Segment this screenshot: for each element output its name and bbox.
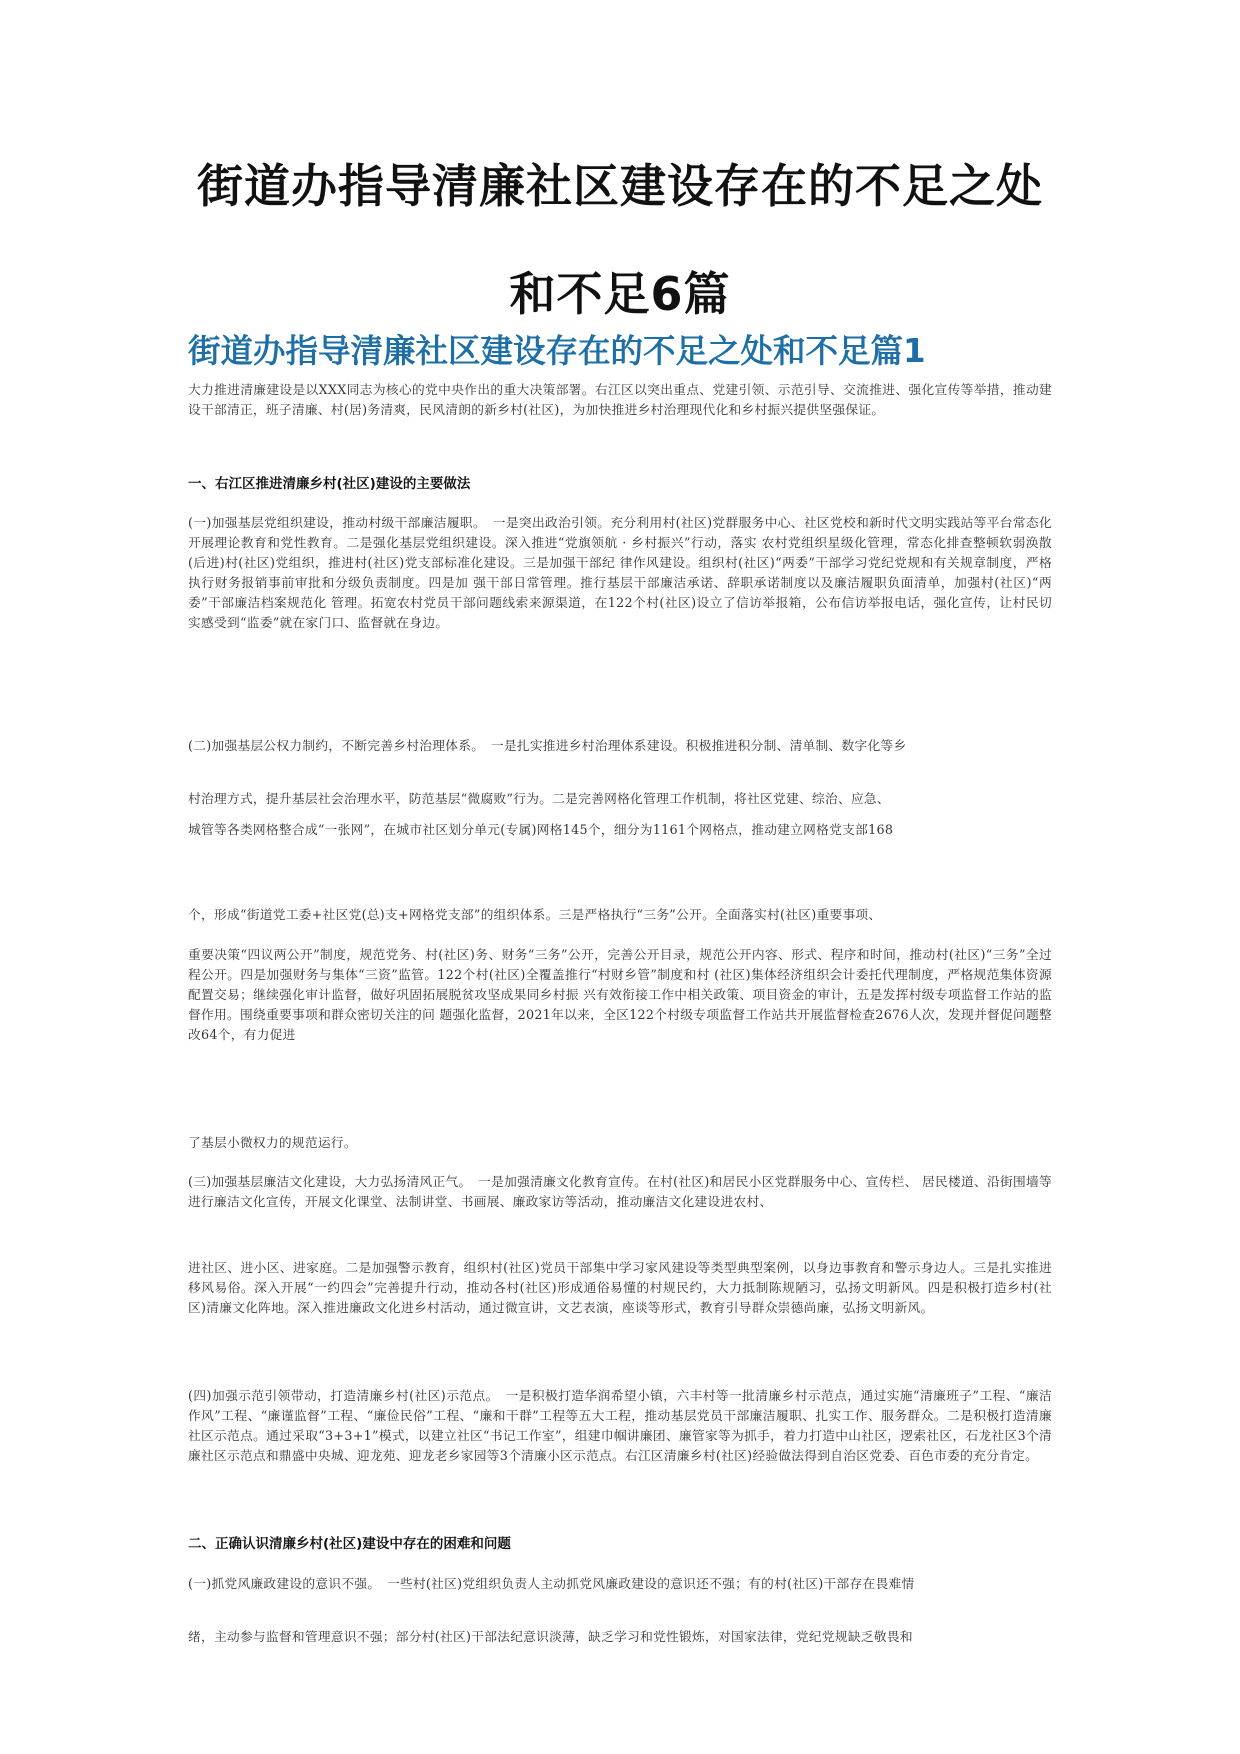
section1-paragraph-2b: 村治理方式，提升基层社会治理水平，防范基层“微腐败”行为。二是完善网格化管理工作机制，将社区党建、综治、应急、 — [188, 791, 890, 806]
section1-paragraph-2a: (二)加强基层公权力制约，不断完善乡村治理体系。 一是扎实推进乡村治理体系建设。积极推进积分制、清单制、数字化等乡 — [188, 738, 907, 753]
section1-paragraph-1: (一)加强基层党组织建设，推动村级干部廉洁履职。 一是突出政治引领。充分利用村(社区)党群服务中心、社区党校和新时代文明实践站等平台常态化开展理论教育和党性教育。二是强化基层党组织建设。深入推进“党旗领航 · 乡村振兴”行动，落实 农村党组织星级化管理，常态化排查整顿软弱涣散(后进)村(社区)党组织，推进村(社区)党支部标准化建设。三是加强干部纪 律作风建设。组织村(社区)“两委”干部学习党纪党规和有关规章制度，严格执行财务报销事前审批和分级负责制度。四是加 强干部日常管理。推行基层干部廉洁承诺、辞职承诺制度以及廉洁履职负面清单，加强村(社区)“两委”干部廉洁档案规范化 管理。拓宽农村党员干部问题线索来源渠道，在122个村(社区)设立了信访举报箱，公布信访举报电话，强化宣传，让村民切 实感受到“监委”就在家门口、监督就在身边。 — [188, 515, 1052, 630]
section2-paragraph-1a: (一)抓党风廉政建设的意识不强。 一些村(社区)党组织负责人主动抓党风廉政建设的意识还不强；有的村(社区)干部存在畏难情 — [188, 1576, 915, 1591]
section1-paragraph-2e: 重要决策“四议两公开”制度，规范党务、村(社区)务、财务“三务”公开，完善公开目录，规范公开内容、形式、程序和时间，推动村(社区)“三务”全过程公开。四是加强财务与集体“三资”监管。122个村(社区)全覆盖推行“村财乡管”制度和村 (社区)集体经济组织会计委托代理制度，严格规范集体资源配置交易；继续强化审计监督，做好巩固拓展脱贫攻坚成果同乡村振 兴有效衔接工作中相关政策、项目资金的审计，五是发挥村级专项监督工作站的监督作用。围绕重要事项和群众密切关注的问 题强化监督，2021年以来，全区122个村级专项监督工作站共开展监督检查2676人次，发现并督促问题整改64个，有力促进 — [188, 947, 1052, 1042]
section1-paragraph-2f: 了基层小微权力的规范运行。 — [188, 1135, 357, 1150]
intro-paragraph: 大力推进清廉建设是以XXX同志为核心的党中央作出的重大决策部署。右江区以突出重点、党建引领、示范引导、交流推进、强化宣传等举措，推动建设干部清正，班子清廉、村(居)务清爽，民风清朗的新乡村(社区)，为加快推进乡村治理现代化和乡村振兴提供坚强保证。 — [188, 382, 1052, 417]
document-title-line2: 和不足6篇 — [509, 267, 731, 321]
article-subtitle: 街道办指导清廉社区建设存在的不足之处和不足篇1 — [188, 332, 926, 370]
section2-paragraph-1b: 绪，主动参与监督和管理意识不强；部分村(社区)干部法纪意识淡薄，缺乏学习和党性锻炼，对国家法律，党纪党规缺乏敬畏和 — [188, 1629, 913, 1644]
section1-paragraph-3a: (三)加强基层廉洁文化建设，大力弘扬清风正气。 一是加强清廉文化教育宣传。在村(社区)和居民小区党群服务中心、宣传栏、 居民楼道、沿街围墙等进行廉洁文化宣传，开展文化课堂、法制讲堂、书画展、廉政家访等活动，推动廉洁文化建设进农村、 — [188, 1174, 1052, 1209]
section1-paragraph-3b: 进社区、进小区、进家庭。二是加强警示教育，组织村(社区)党员干部集中学习家风建设等类型典型案例，以身边事教育和警示身边人。三是扎实推进移风易俗。深入开展“一约四会”完善提升行动，推动各村(社区)形成通俗易懂的村规民约，大力抵制陈规陋习，弘扬文明新风。四是积极打造乡村(社区)清廉文化阵地。深入推进廉政文化进乡村活动，通过微宣讲，文艺表演，座谈等形式，教育引导群众崇德尚廉，弘扬文明新风。 — [188, 1260, 1052, 1315]
document-title-line1: 街道办指导清廉社区建设存在的不足之处 — [197, 159, 1043, 213]
section-heading-2: 二、正确认识清廉乡村(社区)建设中存在的困难和问题 — [188, 1536, 511, 1552]
section-heading-1: 一、右江区推进清廉乡村(社区)建设的主要做法 — [188, 476, 471, 492]
section1-paragraph-2c: 城管等各类网格整合成“一张网”，在城市社区划分单元(专属)网格145个，细分为1161个网格点，推动建立网格党支部168 — [188, 822, 894, 837]
section1-paragraph-2d: 个，形成“街道党工委+社区党(总)支+网格党支部”的组织体系。三是严格执行“三务”公开。全面落实村(社区)重要事项、 — [188, 907, 882, 922]
section1-paragraph-4: (四)加强示范引领带动，打造清廉乡村(社区)示范点。 一是积极打造华润希望小镇，六丰村等一批清廉乡村示范点，通过实施“清廉班子”工程、“廉洁作风”工程、“廉谨监督”工程、“廉俭民俗”工程、“廉和干群”工程等五大工程，推动基层党员干部廉洁履职、扎实工作、服务群众。二是积极打造清廉社区示范点。通过采取“3+3+1”模式，以建立社区“书记工作室”，组建巾帼讲廉团、廉管家等为抓手，着力打造中山社区，逻索社区，石龙社区3个清廉社区示范点和鼎盛中央城、迎龙苑、迎龙老乡家园等3个清廉小区示范点。右江区清廉乡村(社区)经验做法得到自治区党委、百色市委的充分肯定。 — [188, 1388, 1052, 1463]
